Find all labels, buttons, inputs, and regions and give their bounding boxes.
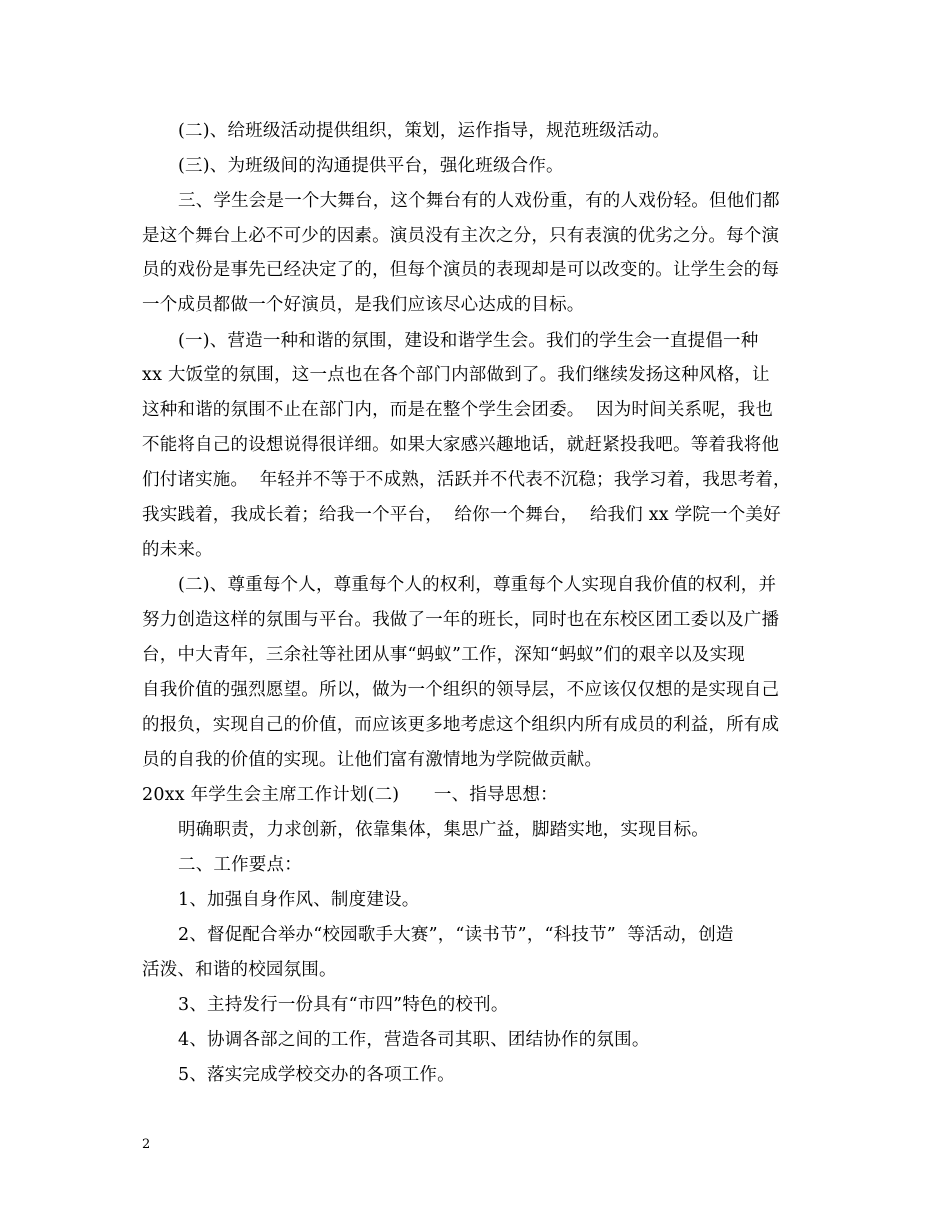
paragraph-line: 们付诸实施。 年轻并不等于不成熟，活跃并不代表不沉稳；我学习着，我思考着， [142,470,791,490]
paragraph-line: 自我价值的强烈愿望。所以，做为一个组织的领导层，不应该仅仅想的是实现自己 [142,680,780,700]
list-item: 4、协调各部之间的工作，营造各司其职、团结协作的氛围。 [178,1030,650,1050]
list-item: 5、落实完成学校交办的各项工作。 [178,1065,455,1085]
list-item: 3、主持发行一份具有“市四”特色的校刊。 [178,995,509,1015]
paragraph-line: 的报负，实现自己的价值，而应该更多地考虑这个组织内所有成员的利益，所有成 [142,715,780,735]
paragraph-line: 我实践着，我成长着；给我一个平台， 给你一个舞台， 给我们 xx 学院一个美好 [142,505,781,525]
list-item: 1、加强自身作风、制度建设。 [178,890,420,910]
paragraph-line: 二、工作要点： [178,855,302,875]
paragraph-line: (三)、为班级间的沟通提供平台，强化班级合作。 [178,156,564,176]
page-number: 2 [142,1137,151,1152]
paragraph-line: 台，中大青年，三余社等社团从事“蚂蚁”工作，深知“蚂蚁”们的艰辛以及实现 [142,645,745,665]
paragraph-line: 是这个舞台上必不可少的因素。演员没有主次之分，只有表演的优劣之分。每个演 [142,226,780,246]
paragraph-line: (二)、尊重每个人，尊重每个人的权利，尊重每个人实现自我价值的权利，并 [178,575,777,595]
paragraph-line: 员的自我的价值的实现。让他们富有激情地为学院做贡献。 [142,750,603,770]
paragraph-line: 不能将自己的设想说得很详细。如果大家感兴趣地话，就赶紧投我吧。等着我将他 [142,435,780,455]
paragraph-line: 的未来。 [142,540,213,560]
list-item-continuation: 活泼、和谐的校园氛围。 [142,960,337,980]
paragraph-line: 明确职责，力求创新，依靠集体，集思广益，脚踏实地，实现目标。 [178,820,709,840]
paragraph-line: (一)、营造一种和谐的氛围，建设和谐学生会。我们的学生会一直提倡一种 [178,331,759,351]
paragraph-line: 一个成员都做一个好演员，是我们应该尽心达成的目标。 [142,295,585,315]
paragraph-line: 员的戏份是事先已经决定了的，但每个演员的表现却是可以改变的。让学生会的每 [142,260,780,280]
section-heading-line: 20xx 年学生会主席工作计划(二) 一、指导思想： [142,785,558,805]
paragraph-line: 这种和谐的氛围不止在部门内，而是在整个学生会团委。 因为时间关系呢，我也 [142,400,774,420]
paragraph-line: 努力创造这样的氛围与平台。我做了一年的班长，同时也在东校区团工委以及广播 [142,610,780,630]
paragraph-line: 三、学生会是一个大舞台，这个舞台有的人戏份重，有的人戏份轻。但他们都 [178,191,780,211]
list-item: 2、督促配合举办“校园歌手大赛”，“读书节”，“科技节” 等活动，创造 [178,925,734,945]
paragraph-line: xx 大饭堂的氛围，这一点也在各个部门内部做到了。我们继续发扬这种风格，让 [142,365,770,385]
paragraph-line: (二)、给班级活动提供组织，策划，运作指导，规范班级活动。 [178,121,670,141]
